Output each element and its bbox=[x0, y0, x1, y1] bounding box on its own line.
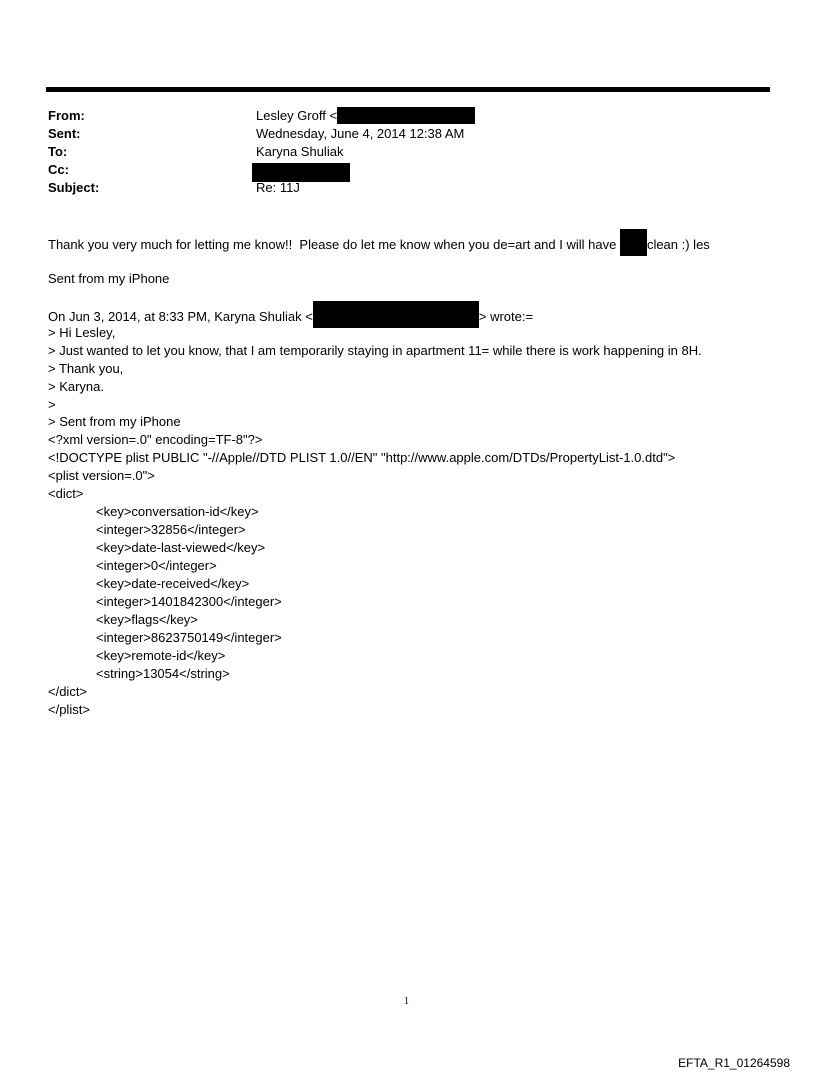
to-value: Karyna Shuliak bbox=[256, 144, 344, 159]
xml-line: <integer>1401842300</integer> bbox=[96, 594, 282, 609]
xml-line: <integer>32856</integer> bbox=[96, 522, 246, 537]
xml-line: <dict> bbox=[48, 486, 84, 501]
sent-value: Wednesday, June 4, 2014 12:38 AM bbox=[256, 126, 465, 141]
quoted-line: > bbox=[48, 397, 56, 412]
cc-label: Cc: bbox=[48, 162, 69, 177]
xml-line: </dict> bbox=[48, 684, 88, 699]
quoted-line: > Thank you, bbox=[48, 361, 124, 376]
quoted-line: > Sent from my iPhone bbox=[48, 414, 181, 429]
xml-line: <plist version=.0"> bbox=[48, 468, 155, 483]
quoted-line: > Just wanted to let you know, that I am temporarily staying in apartment 11= while there is work happening in 8H. bbox=[48, 343, 702, 358]
redaction-box bbox=[337, 107, 475, 124]
subject-label: Subject: bbox=[48, 180, 100, 195]
to-label: To: bbox=[48, 144, 68, 159]
xml-line: <key>date-received</key> bbox=[96, 576, 250, 591]
quoted-line: > Hi Lesley, bbox=[48, 325, 116, 340]
redaction-box bbox=[620, 229, 647, 256]
xml-line: <key>remote-id</key> bbox=[96, 648, 226, 663]
xml-line: <integer>8623750149</integer> bbox=[96, 630, 282, 645]
quoted-line: > Karyna. bbox=[48, 379, 105, 394]
bates-number: EFTA_R1_01264598 bbox=[678, 1056, 790, 1070]
xml-line: <key>flags</key> bbox=[96, 612, 198, 627]
quote-header: On Jun 3, 2014, at 8:33 PM, Karyna Shuliak < > wrote:= bbox=[48, 307, 533, 328]
xml-line: <key>date-last-viewed</key> bbox=[96, 540, 266, 555]
subject-value: Re: 11J bbox=[256, 180, 300, 195]
sent-label: Sent: bbox=[48, 126, 81, 141]
xml-line: <integer>0</integer> bbox=[96, 558, 217, 573]
xml-line: <?xml version=.0" encoding=TF-8"?> bbox=[48, 432, 263, 447]
xml-line: <key>conversation-id</key> bbox=[96, 504, 259, 519]
signature: Sent from my iPhone bbox=[48, 271, 170, 286]
xml-line: <string>13054</string> bbox=[96, 666, 230, 681]
xml-line: </plist> bbox=[48, 702, 90, 717]
page-number: 1 bbox=[404, 996, 409, 1007]
from-value: Lesley Groff < bbox=[256, 108, 475, 124]
body-paragraph: Thank you very much for letting me know!! Please do let me know when you de=art and I will have clean :) les bbox=[48, 235, 710, 256]
redaction-box bbox=[313, 301, 479, 328]
xml-line: <!DOCTYPE plist PUBLIC "-//Apple//DTD PLIST 1.0//EN" "http://www.apple.com/DTDs/PropertyList-1.0.dtd"> bbox=[48, 450, 676, 465]
from-label: From: bbox=[48, 108, 85, 123]
header-rule bbox=[46, 87, 770, 92]
